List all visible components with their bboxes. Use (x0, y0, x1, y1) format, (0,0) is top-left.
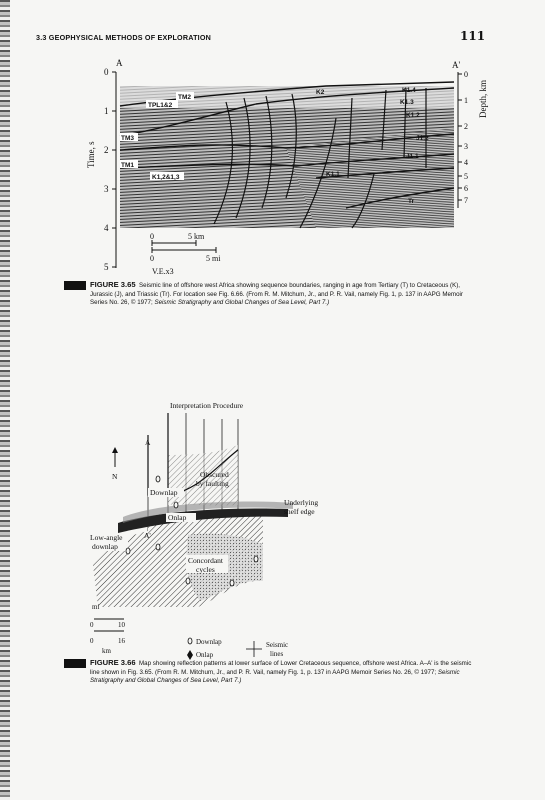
unit-tr: Tr (408, 198, 415, 205)
time-tick-2: 2 (104, 145, 109, 155)
unit-tpl: TPL1&2 (148, 102, 173, 109)
depth-axis (458, 72, 462, 208)
unit-k11: K1.1 (326, 171, 340, 178)
figure-3-65-caption (90, 281, 480, 308)
time-tick-1: 1 (104, 106, 109, 116)
svg-text:km: km (102, 647, 111, 655)
svg-text:shelf edge: shelf edge (284, 507, 315, 516)
unit-tm1: TM1 (121, 162, 134, 169)
svg-text:0: 0 (150, 232, 154, 241)
vertical-exaggeration: V.E.x3 (152, 267, 174, 276)
svg-text:by faulting: by faulting (196, 479, 229, 488)
depth-tick-4: 4 (464, 158, 468, 167)
svg-text:Downlap: Downlap (196, 638, 222, 646)
figure-3-66-map (88, 395, 348, 660)
downlap-symbol-icon (188, 638, 192, 644)
unit-k14: K1.4 (402, 87, 416, 94)
unit-k2: K2 (316, 89, 325, 96)
depth-tick-0: 0 (464, 70, 468, 79)
figure-3-65-seismic-line (86, 58, 496, 280)
caption-italic: Seismic Stratigraphy and Global Changes of Sea Level, Part 7.) (154, 299, 330, 307)
depth-tick-3: 3 (464, 142, 468, 151)
time-tick-4: 4 (104, 223, 109, 233)
svg-text:Obscured: Obscured (200, 470, 229, 479)
figure-3-66-caption (90, 659, 480, 686)
depth-tick-5: 5 (464, 172, 468, 181)
unit-j11: J1.1 (406, 153, 419, 160)
svg-text:Low-angle: Low-angle (90, 533, 123, 542)
depth-tick-6: 6 (464, 184, 468, 193)
svg-text:0: 0 (90, 621, 94, 629)
depth-tick-1: 1 (464, 96, 468, 105)
map-label-a: A (145, 438, 151, 447)
caption-label: FIGURE 3.65 (90, 280, 136, 289)
label-a: A (116, 58, 123, 68)
svg-text:lines: lines (270, 650, 284, 658)
map-title: Interpretation Procedure (170, 401, 244, 410)
svg-text:Onlap: Onlap (168, 513, 187, 522)
svg-text:Onlap: Onlap (196, 651, 214, 659)
svg-text:16: 16 (118, 637, 125, 645)
unit-k13: K1.3 (400, 99, 414, 106)
north-label: N (112, 472, 118, 481)
svg-text:Downlap: Downlap (150, 488, 178, 497)
page-number: 111 (460, 29, 486, 43)
running-head: 3.3 GEOPHYSICAL METHODS OF EXPLORATION (36, 33, 212, 42)
unit-k12-13: K1,2&1,3 (152, 174, 180, 181)
depth-tick-7: 7 (464, 196, 468, 205)
time-axis (112, 72, 116, 268)
svg-text:5 mi: 5 mi (206, 254, 221, 263)
caption-marker-2 (64, 659, 86, 668)
map-label-a-prime: A' (144, 531, 151, 540)
svg-text:0: 0 (90, 637, 94, 645)
caption-marker (64, 281, 86, 290)
svg-text:mi: mi (92, 603, 100, 611)
unit-j12: J1.2 (416, 135, 429, 142)
depth-tick-2: 2 (464, 122, 468, 131)
time-tick-5: 5 (104, 262, 109, 272)
time-tick-0: 0 (104, 67, 109, 77)
unit-tm2: TM2 (178, 94, 191, 101)
svg-text:cycles: cycles (196, 565, 215, 574)
svg-text:5 km: 5 km (188, 232, 205, 241)
unit-k12: K1.2 (406, 112, 420, 119)
unit-tm3: TM3 (121, 135, 134, 142)
map-scale (90, 603, 126, 655)
caption-text-2: Map showing reflection patterns at lower surface of Lower Cretaceous sequence, offshore west Africa. A–A' is the seismic line shown in Fig. 3.65. (From R. M. Mitchum, Jr., and P. R. Vail, namely Fig. 1, p. 137 in AAPG Memoir Series No. 26, © 1977; (90, 660, 472, 676)
time-tick-3: 3 (104, 184, 109, 194)
scale-bar (150, 232, 221, 276)
svg-text:Underlying: Underlying (284, 498, 319, 507)
time-axis-label: Time, s (86, 141, 96, 168)
map-legend (187, 638, 288, 660)
label-a-prime: A' (452, 60, 461, 70)
svg-text:Concordant: Concordant (188, 556, 223, 565)
caption-italic-2: Seismic Stratigraphy and Global Changes of Sea Level, Part 7.) (90, 668, 460, 685)
depth-axis-label: Depth, km (478, 80, 488, 118)
svg-text:0: 0 (150, 254, 154, 263)
svg-text:10: 10 (118, 621, 125, 629)
caption-text: Seismic line of offshore west Africa showing sequence boundaries, ranging in age from Tertiary (T) to Cretaceous (K), Jurassic (J), and Triassic (Tr). For location see Fig. 6.66. (From R. M. Mitchum, Jr., and P. R. Vail, namely Fig. 1, p. 137 in AAPG Memoir Series No. 26, © 1977; (90, 282, 463, 307)
svg-text:downlap: downlap (92, 542, 118, 551)
svg-text:Seismic: Seismic (266, 641, 289, 649)
caption-label-2: FIGURE 3.66 (90, 658, 136, 667)
page-binding-edge (0, 0, 10, 800)
